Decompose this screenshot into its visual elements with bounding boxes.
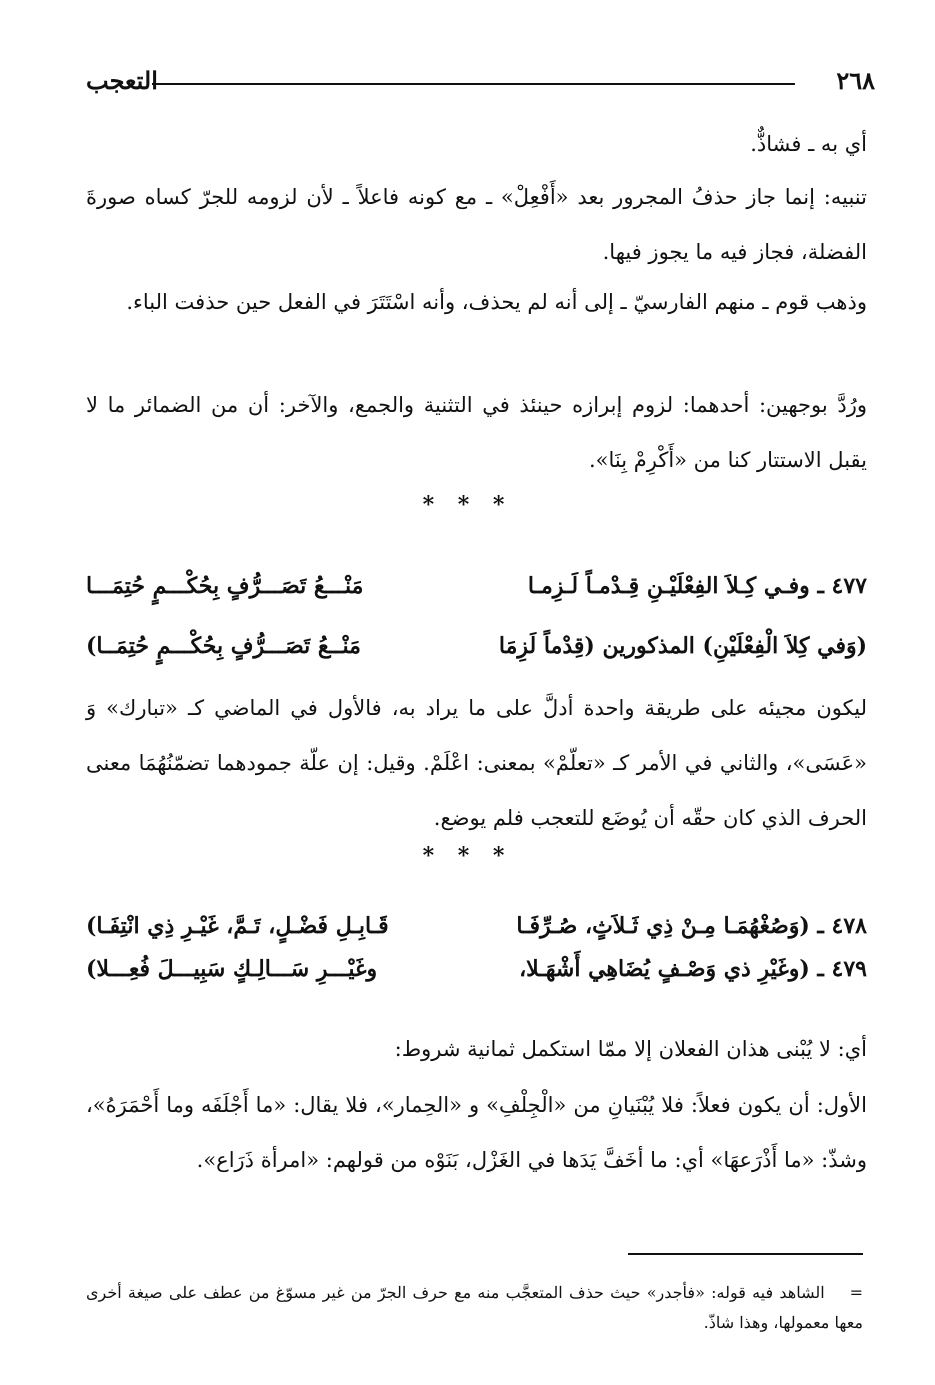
verse-478 [86, 913, 867, 957]
verse-479 [86, 956, 867, 1000]
footnote [86, 1278, 863, 1338]
paragraph: ورُدَّ بوجهين: أحدهما: لزوم إبرازه حينئذ في التثنية والجمع، والآخر: أن من الضمائر ما لا يقبل الاستتار كنا من «أَكْرِمْ بِنَا». [86, 393, 867, 472]
paragraph: أي: لا يُبْنى هذان الفعلان إلا ممّا استكمل ثمانية شروط: [394, 1037, 867, 1061]
running-title: التعجب [86, 66, 158, 95]
footnote-marker: = [849, 1283, 864, 1302]
page-number: ٢٦٨ [836, 66, 875, 95]
verse-first-hemistich: ٤٧٧ ـ وفـي كِـلاَ الفِعْلَيْـنِ قِـدْمـاً لَـزِمـا [527, 573, 867, 599]
paragraph: أي به ـ فشاذٌّ. [750, 132, 867, 156]
header-rule [152, 83, 795, 85]
paragraph: تنبيه: إنما جاز حذفُ المجرور بعد «أَفْعِلْ» ـ مع كونه فاعلاً ـ لأن لزومه للجرّ كساه صورةَ الفضلة، فجاز فيه ما يجوز فيها. [86, 185, 867, 264]
section-separator: * * * [422, 492, 513, 518]
verse-first-hemistich: (وَفي كِلاَ الْفِعْلَيْنِ) المذكورين (قِدْماً لَزِمَا [498, 633, 867, 659]
paragraph: الأول: أن يكون فعلاً: فلا يُبْنَيانِ من «الْجِلْفِ» و «الحِمار»، فلا يقال: «ما أَجْلَفَه وما أَحْمَرَهُ»، وشذّ: «ما أَذْرَعهَا» أي: ما أخَفَّ يَدَها في الغَزْل، بَنَوْه من قولهم: «امرأة ذَرَاع». [86, 1093, 867, 1172]
verse-477 [86, 573, 867, 617]
section-separator: * * * [422, 843, 513, 869]
verse-first-hemistich: ٤٧٨ ـ (وَصُغْهُمَـا مِـنْ ذِي ثَـلاَثٍ، صُـرِّفَـا [516, 913, 867, 939]
footnote-text: الشاهد فيه قوله: «فأجدر» حيث حذف المتعجَّب منه مع حرف الجرّ من غير مسوّغ من عطف على صيغة أخرى معها معمولها، وهذا شاذّ. [86, 1283, 863, 1332]
verse-second-hemistich: مَنْــعُ تَصَـــرُّفٍ بِحُكْـــمٍ حُتِمَــا) [86, 633, 361, 659]
verse-second-hemistich: مَنْـــعُ تَصَـــرُّفٍ بِحُكْـــمٍ حُتِمَـــا [86, 573, 364, 599]
footnote-rule [628, 1253, 863, 1255]
verse-second-hemistich: وغَيْـــرِ سَـــالِـكٍ سَبِيـــلَ فُعِـــلا) [86, 956, 378, 982]
paragraph: وذهب قوم ـ منهم الفارسيّ ـ إلى أنه لم يحذف، وأنه اسْتَتَرَ في الفعل حين حذفت الباء. [126, 290, 867, 314]
verse-second-hemistich: قَـابِـلِ فَضْـلٍ، تَـمَّ، غَيْـرِ ذِي انْتِفَـا) [86, 913, 389, 939]
verse-477-commentary [86, 633, 867, 677]
paragraph: ليكون مجيئه على طريقة واحدة أدلَّ على ما يراد به، فالأول في الماضي كـ «تبارك» وَ «عَسَى»، والثاني في الأمر كـ «تعلّمْ» بمعنى: اعْلَمْ. وقيل: إن علّة جمودهما تضمّنُهُمَا معنى الحرف الذي كان حقّه أن يُوضَع للتعجب فلم يوضع. [86, 696, 867, 830]
verse-first-hemistich: ٤٧٩ ـ (وغَيْرِ ذي وَصْـفٍ يُضَاهِي أَشْهَـلا، [519, 956, 867, 982]
